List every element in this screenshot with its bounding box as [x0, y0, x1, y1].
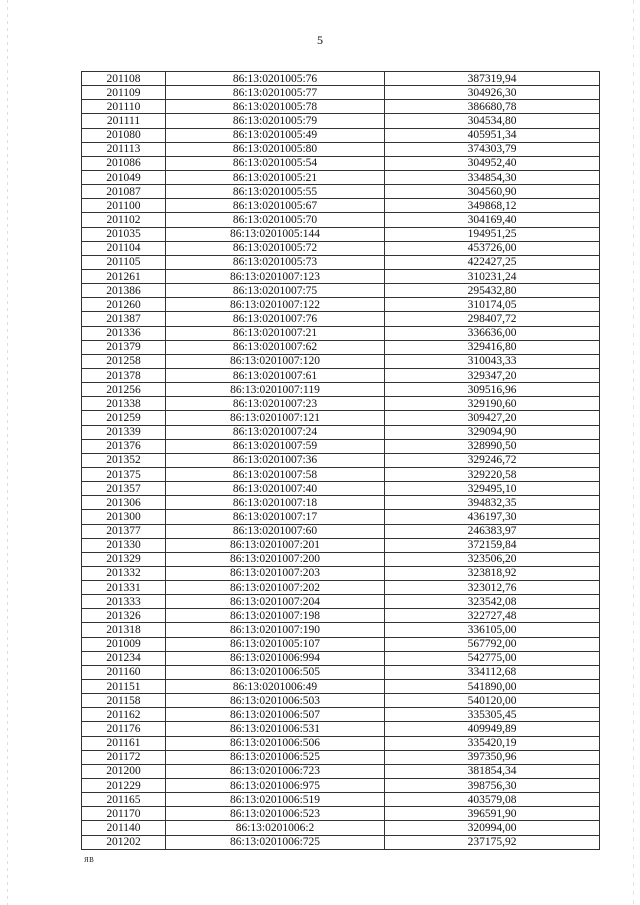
value-cell: 237175,92: [385, 835, 600, 849]
table-row: [82, 467, 600, 481]
value-cell: 298407,72: [385, 312, 600, 326]
cadastral-number-cell: 86:13:0201007:204: [166, 595, 385, 609]
cadastral-number-cell: 86:13:0201007:40: [166, 482, 385, 496]
table-row: [82, 835, 600, 849]
page-number: 5: [317, 33, 323, 47]
value-cell: 349868,12: [385, 199, 600, 213]
table-row: [82, 482, 600, 496]
table-row: [82, 100, 600, 114]
cadastral-number-cell: 86:13:0201005:73: [166, 255, 385, 269]
value-cell: 295432,80: [385, 284, 600, 298]
value-cell: 329495,10: [385, 482, 600, 496]
cadastral-number-cell: 86:13:0201007:119: [166, 383, 385, 397]
cadastral-number-cell: 86:13:0201007:190: [166, 623, 385, 637]
table-body: [82, 72, 600, 850]
value-cell: 310043,33: [385, 354, 600, 368]
cadastral-number-cell: 86:13:0201005:67: [166, 199, 385, 213]
table-row: [82, 680, 600, 694]
value-cell: 323542,08: [385, 595, 600, 609]
row-id-cell: 201357: [82, 482, 166, 496]
row-id-cell: 201080: [82, 128, 166, 142]
row-id-cell: 201162: [82, 708, 166, 722]
row-id-cell: 201109: [82, 86, 166, 100]
table-row: [82, 496, 600, 510]
table-row: [82, 269, 600, 283]
cadastral-number-cell: 86:13:0201005:107: [166, 637, 385, 651]
row-id-cell: 201329: [82, 552, 166, 566]
value-cell: 540120,00: [385, 694, 600, 708]
table-row: [82, 694, 600, 708]
row-id-cell: 201379: [82, 340, 166, 354]
table-row: [82, 326, 600, 340]
value-cell: 329190,60: [385, 397, 600, 411]
cadastral-number-cell: 86:13:0201005:72: [166, 241, 385, 255]
cadastral-number-cell: 86:13:0201006:975: [166, 779, 385, 793]
cadastral-number-cell: 86:13:0201007:201: [166, 538, 385, 552]
value-cell: 386680,78: [385, 100, 600, 114]
cadastral-number-cell: 86:13:0201007:121: [166, 411, 385, 425]
row-id-cell: 201260: [82, 298, 166, 312]
cadastral-number-cell: 86:13:0201006:507: [166, 708, 385, 722]
cadastral-number-cell: 86:13:0201005:49: [166, 128, 385, 142]
cadastral-number-cell: 86:13:0201006:503: [166, 694, 385, 708]
cadastral-number-cell: 86:13:0201006:49: [166, 680, 385, 694]
value-cell: 194951,25: [385, 227, 600, 241]
value-cell: 323506,20: [385, 552, 600, 566]
value-cell: 381854,34: [385, 764, 600, 778]
row-id-cell: 201165: [82, 793, 166, 807]
row-id-cell: 201387: [82, 312, 166, 326]
row-id-cell: 201035: [82, 227, 166, 241]
table-row: [82, 623, 600, 637]
table-row: [82, 793, 600, 807]
cadastral-number-cell: 86:13:0201006:519: [166, 793, 385, 807]
table-row: [82, 750, 600, 764]
value-cell: 323012,76: [385, 581, 600, 595]
table-row: [82, 552, 600, 566]
value-cell: 328990,50: [385, 439, 600, 453]
table-row: [82, 708, 600, 722]
cadastral-number-cell: 86:13:0201007:58: [166, 467, 385, 481]
value-cell: 329347,20: [385, 368, 600, 382]
value-cell: 405951,34: [385, 128, 600, 142]
cadastral-number-cell: 86:13:0201005:77: [166, 86, 385, 100]
cadastral-number-cell: 86:13:0201007:60: [166, 524, 385, 538]
row-id-cell: 201377: [82, 524, 166, 538]
table-row: [82, 411, 600, 425]
value-cell: 542775,00: [385, 651, 600, 665]
row-id-cell: 201234: [82, 651, 166, 665]
row-id-cell: 201009: [82, 637, 166, 651]
value-cell: 374303,79: [385, 142, 600, 156]
table-row: [82, 651, 600, 665]
cadastral-number-cell: 86:13:0201005:79: [166, 114, 385, 128]
row-id-cell: 201375: [82, 467, 166, 481]
value-cell: 403579,08: [385, 793, 600, 807]
value-cell: 309516,96: [385, 383, 600, 397]
table-row: [82, 524, 600, 538]
row-id-cell: 201170: [82, 807, 166, 821]
table-row: [82, 538, 600, 552]
row-id-cell: 201336: [82, 326, 166, 340]
value-cell: 322727,48: [385, 609, 600, 623]
scan-edge-left: [7, 0, 8, 905]
table-row: [82, 156, 600, 170]
value-cell: 335305,45: [385, 708, 600, 722]
row-id-cell: 201110: [82, 100, 166, 114]
value-cell: 334854,30: [385, 170, 600, 184]
cadastral-number-cell: 86:13:0201005:78: [166, 100, 385, 114]
property-table: [81, 71, 600, 850]
cadastral-number-cell: 86:13:0201007:123: [166, 269, 385, 283]
table-row: [82, 609, 600, 623]
value-cell: 541890,00: [385, 680, 600, 694]
table-row: [82, 86, 600, 100]
row-id-cell: 201102: [82, 213, 166, 227]
value-cell: 304952,40: [385, 156, 600, 170]
table-row: [82, 736, 600, 750]
row-id-cell: 201111: [82, 114, 166, 128]
row-id-cell: 201376: [82, 439, 166, 453]
cadastral-number-cell: 86:13:0201007:36: [166, 453, 385, 467]
table-row: [82, 213, 600, 227]
row-id-cell: 201100: [82, 199, 166, 213]
cadastral-number-cell: 86:13:0201007:17: [166, 510, 385, 524]
value-cell: 394832,35: [385, 496, 600, 510]
cadastral-number-cell: 86:13:0201006:723: [166, 764, 385, 778]
row-id-cell: 201300: [82, 510, 166, 524]
cadastral-number-cell: 86:13:0201006:531: [166, 722, 385, 736]
value-cell: 334112,68: [385, 665, 600, 679]
value-cell: 329246,72: [385, 453, 600, 467]
row-id-cell: 201113: [82, 142, 166, 156]
cadastral-number-cell: 86:13:0201006:506: [166, 736, 385, 750]
row-id-cell: 201258: [82, 354, 166, 368]
cadastral-number-cell: 86:13:0201005:54: [166, 156, 385, 170]
table-row: [82, 241, 600, 255]
value-cell: 329094,90: [385, 425, 600, 439]
cadastral-number-cell: 86:13:0201007:198: [166, 609, 385, 623]
value-cell: 567792,00: [385, 637, 600, 651]
table-row: [82, 510, 600, 524]
value-cell: 323818,92: [385, 566, 600, 580]
cadastral-number-cell: 86:13:0201006:994: [166, 651, 385, 665]
table-row: [82, 354, 600, 368]
cadastral-number-cell: 86:13:0201007:62: [166, 340, 385, 354]
row-id-cell: 201229: [82, 779, 166, 793]
cadastral-number-cell: 86:13:0201007:18: [166, 496, 385, 510]
value-cell: 336636,00: [385, 326, 600, 340]
cadastral-number-cell: 86:13:0201007:76: [166, 312, 385, 326]
cadastral-number-cell: 86:13:0201005:21: [166, 170, 385, 184]
table-row: [82, 566, 600, 580]
scan-edge-right: [633, 0, 634, 905]
value-cell: 304169,40: [385, 213, 600, 227]
row-id-cell: 201261: [82, 269, 166, 283]
value-cell: 398756,30: [385, 779, 600, 793]
cadastral-number-cell: 86:13:0201007:202: [166, 581, 385, 595]
table-row: [82, 128, 600, 142]
value-cell: 304560,90: [385, 185, 600, 199]
table-row: [82, 227, 600, 241]
cadastral-number-cell: 86:13:0201007:203: [166, 566, 385, 580]
row-id-cell: 201331: [82, 581, 166, 595]
value-cell: 309427,20: [385, 411, 600, 425]
row-id-cell: 201306: [82, 496, 166, 510]
row-id-cell: 201386: [82, 284, 166, 298]
table-row: [82, 807, 600, 821]
value-cell: 246383,97: [385, 524, 600, 538]
row-id-cell: 201330: [82, 538, 166, 552]
footer-mark: ЯВ: [84, 856, 95, 864]
table-row: [82, 764, 600, 778]
row-id-cell: 201049: [82, 170, 166, 184]
cadastral-number-cell: 86:13:0201007:120: [166, 354, 385, 368]
row-id-cell: 201172: [82, 750, 166, 764]
cadastral-number-cell: 86:13:0201007:59: [166, 439, 385, 453]
table-row: [82, 340, 600, 354]
cadastral-number-cell: 86:13:0201005:144: [166, 227, 385, 241]
table-row: [82, 595, 600, 609]
row-id-cell: 201086: [82, 156, 166, 170]
cadastral-number-cell: 86:13:0201005:80: [166, 142, 385, 156]
value-cell: 409949,89: [385, 722, 600, 736]
row-id-cell: 201259: [82, 411, 166, 425]
table-row: [82, 821, 600, 835]
row-id-cell: 201104: [82, 241, 166, 255]
row-id-cell: 201158: [82, 694, 166, 708]
table-row: [82, 453, 600, 467]
value-cell: 453726,00: [385, 241, 600, 255]
value-cell: 310231,24: [385, 269, 600, 283]
table-row: [82, 368, 600, 382]
table-row: [82, 199, 600, 213]
cadastral-number-cell: 86:13:0201007:75: [166, 284, 385, 298]
row-id-cell: 201318: [82, 623, 166, 637]
cadastral-number-cell: 86:13:0201007:61: [166, 368, 385, 382]
table-row: [82, 722, 600, 736]
table-row: [82, 185, 600, 199]
row-id-cell: 201087: [82, 185, 166, 199]
row-id-cell: 201333: [82, 595, 166, 609]
value-cell: 335420,19: [385, 736, 600, 750]
table-row: [82, 397, 600, 411]
cadastral-number-cell: 86:13:0201006:505: [166, 665, 385, 679]
cadastral-number-cell: 86:13:0201006:523: [166, 807, 385, 821]
row-id-cell: 201160: [82, 665, 166, 679]
table-row: [82, 114, 600, 128]
cadastral-number-cell: 86:13:0201007:200: [166, 552, 385, 566]
table-row: [82, 298, 600, 312]
table-row: [82, 581, 600, 595]
cadastral-number-cell: 86:13:0201005:55: [166, 185, 385, 199]
row-id-cell: 201378: [82, 368, 166, 382]
cadastral-number-cell: 86:13:0201006:2: [166, 821, 385, 835]
table-row: [82, 439, 600, 453]
row-id-cell: 201161: [82, 736, 166, 750]
row-id-cell: 201332: [82, 566, 166, 580]
table-row: [82, 383, 600, 397]
value-cell: 397350,96: [385, 750, 600, 764]
cadastral-number-cell: 86:13:0201005:70: [166, 213, 385, 227]
table-row: [82, 255, 600, 269]
cadastral-number-cell: 86:13:0201005:76: [166, 72, 385, 86]
table-row: [82, 142, 600, 156]
row-id-cell: 201338: [82, 397, 166, 411]
value-cell: 396591,90: [385, 807, 600, 821]
table-row: [82, 779, 600, 793]
table-row: [82, 665, 600, 679]
row-id-cell: 201140: [82, 821, 166, 835]
value-cell: 336105,00: [385, 623, 600, 637]
table-row: [82, 637, 600, 651]
cadastral-number-cell: 86:13:0201007:23: [166, 397, 385, 411]
value-cell: 320994,00: [385, 821, 600, 835]
row-id-cell: 201151: [82, 680, 166, 694]
value-cell: 304926,30: [385, 86, 600, 100]
row-id-cell: 201326: [82, 609, 166, 623]
value-cell: 372159,84: [385, 538, 600, 552]
cadastral-number-cell: 86:13:0201007:21: [166, 326, 385, 340]
value-cell: 329220,58: [385, 467, 600, 481]
value-cell: 304534,80: [385, 114, 600, 128]
value-cell: 387319,94: [385, 72, 600, 86]
value-cell: 310174,05: [385, 298, 600, 312]
value-cell: 422427,25: [385, 255, 600, 269]
row-id-cell: 201108: [82, 72, 166, 86]
table-row: [82, 312, 600, 326]
cadastral-number-cell: 86:13:0201006:525: [166, 750, 385, 764]
table-row: [82, 72, 600, 86]
cadastral-number-cell: 86:13:0201007:24: [166, 425, 385, 439]
row-id-cell: 201256: [82, 383, 166, 397]
row-id-cell: 201352: [82, 453, 166, 467]
table-row: [82, 170, 600, 184]
table-row: [82, 284, 600, 298]
row-id-cell: 201176: [82, 722, 166, 736]
row-id-cell: 201200: [82, 764, 166, 778]
table-row: [82, 425, 600, 439]
cadastral-number-cell: 86:13:0201006:725: [166, 835, 385, 849]
value-cell: 436197,30: [385, 510, 600, 524]
row-id-cell: 201339: [82, 425, 166, 439]
value-cell: 329416,80: [385, 340, 600, 354]
row-id-cell: 201105: [82, 255, 166, 269]
cadastral-number-cell: 86:13:0201007:122: [166, 298, 385, 312]
row-id-cell: 201202: [82, 835, 166, 849]
